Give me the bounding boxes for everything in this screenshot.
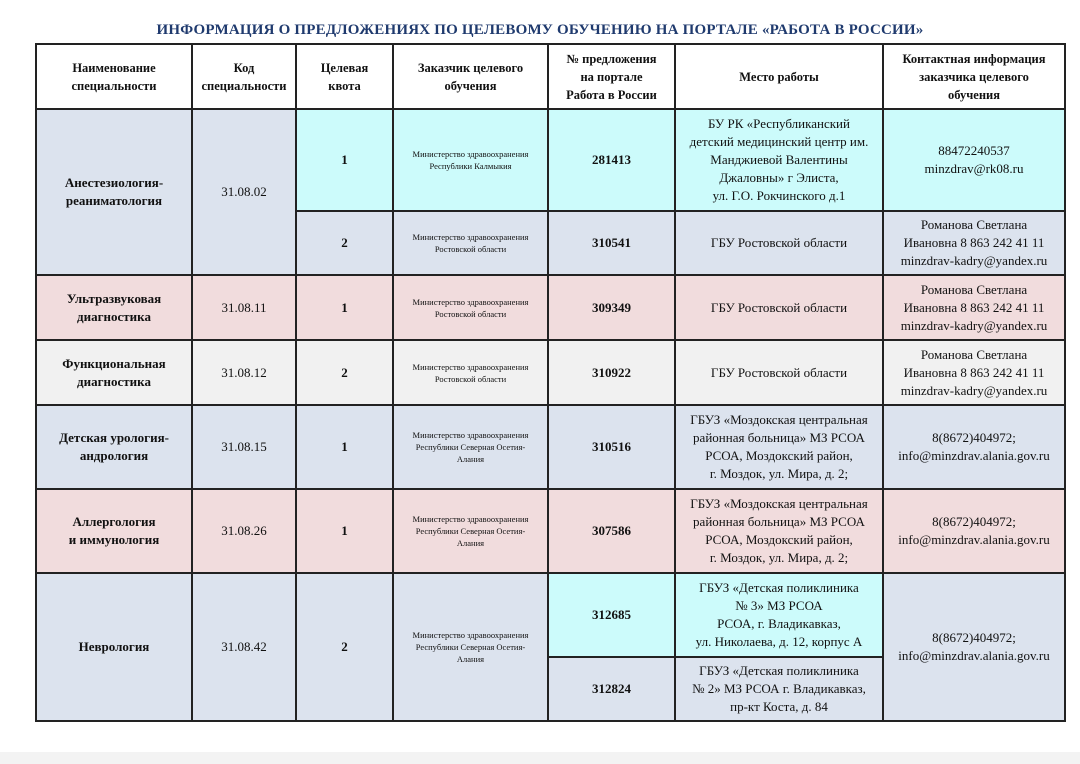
cell-quota: 2 [296,573,393,721]
cell-code: 31.08.12 [192,340,296,405]
cell-workplace: ГБУЗ «Моздокская центральная районная больница» МЗ РСОА РСОА, Моздокский район, г. Моздок, ул. Мира, д. 2; [675,489,883,573]
cell-offer: 310541 [548,211,675,275]
cell-specialty: Функциональная диагностика [36,340,192,405]
cell-offer: 307586 [548,489,675,573]
cell-workplace: ГБУЗ «Детская поликлиника № 2» МЗ РСОА г. Владикавказ, пр-кт Коста, д. 84 [675,657,883,721]
cell-workplace: ГБУ Ростовской области [675,340,883,405]
cell-offer: 310516 [548,405,675,489]
cell-specialty: Ультразвуковая диагностика [36,275,192,340]
cell-customer: Министерство здравоохранения Республики Северная Осетия- Алания [393,489,548,573]
table-row [36,340,1065,405]
cell-contact: Романова Светлана Ивановна 8 863 242 41 11 minzdrav-kadry@yandex.ru [883,275,1065,340]
cell-customer: Министерство здравоохранения Ростовской области [393,211,548,275]
cell-quota: 1 [296,109,393,211]
cell-offer: 312824 [548,657,675,721]
table-row [36,109,1065,211]
cell-quota: 1 [296,489,393,573]
cell-quota: 1 [296,275,393,340]
cell-specialty: Детская урология- андрология [36,405,192,489]
cell-workplace: ГБУЗ «Детская поликлиника № 3» МЗ РСОА РСОА, г. Владикавказ, ул. Николаева, д. 12, корпус А [675,573,883,657]
cell-offer: 281413 [548,109,675,211]
cell-specialty: Аллергология и иммунология [36,489,192,573]
cell-quota: 2 [296,340,393,405]
cell-customer: Министерство здравоохранения Республики Северная Осетия- Алания [393,573,548,721]
cell-contact: Романова Светлана Ивановна 8 863 242 41 11 minzdrav-kadry@yandex.ru [883,211,1065,275]
cell-code: 31.08.11 [192,275,296,340]
cell-code: 31.08.42 [192,573,296,721]
table-row [36,573,1065,657]
header-customer: Заказчик целевого обучения [393,44,548,109]
cell-contact: 8(8672)404972; info@minzdrav.alania.gov.ru [883,405,1065,489]
cell-code: 31.08.15 [192,405,296,489]
table-row [36,405,1065,489]
cell-workplace: БУ РК «Республиканский детский медицинский центр им. Манджиевой Валентины Джаловны» г Элиста, ул. Г.О. Рокчинского д.1 [675,109,883,211]
cell-specialty: Анестезиология- реаниматология [36,109,192,275]
cell-quota: 2 [296,211,393,275]
header-workplace: Место работы [675,44,883,109]
cell-contact: 8(8672)404972; info@minzdrav.alania.gov.ru [883,573,1065,721]
cell-contact: Романова Светлана Ивановна 8 863 242 41 11 minzdrav-kadry@yandex.ru [883,340,1065,405]
header-quota: Целевая квота [296,44,393,109]
header-offer: № предложения на портале Работа в России [548,44,675,109]
cell-quota: 1 [296,405,393,489]
header-code: Код специальности [192,44,296,109]
cell-workplace: ГБУ Ростовской области [675,275,883,340]
header-specialty: Наименование специальности [36,44,192,109]
cell-offer: 312685 [548,573,675,657]
cell-workplace: ГБУ Ростовской области [675,211,883,275]
cell-code: 31.08.26 [192,489,296,573]
cell-contact: 8(8672)404972; info@minzdrav.alania.gov.ru [883,489,1065,573]
cell-customer: Министерство здравоохранения Ростовской области [393,275,548,340]
page-bottom-strip [0,752,1080,764]
cell-customer: Министерство здравоохранения Ростовской области [393,340,548,405]
cell-contact: 88472240537 minzdrav@rk08.ru [883,109,1065,211]
cell-customer: Министерство здравоохранения Республики Северная Осетия- Алания [393,405,548,489]
header-row [36,44,1065,109]
page-title: ИНФОРМАЦИЯ О ПРЕДЛОЖЕНИЯХ ПО ЦЕЛЕВОМУ ОБУЧЕНИЮ НА ПОРТАЛЕ «РАБОТА В РОССИИ» [156,22,924,38]
header-contact: Контактная информация заказчика целевого обучения [883,44,1065,109]
cell-workplace: ГБУЗ «Моздокская центральная районная больница» МЗ РСОА РСОА, Моздокский район, г. Моздок, ул. Мира, д. 2; [675,405,883,489]
cell-offer: 310922 [548,340,675,405]
cell-offer: 309349 [548,275,675,340]
cell-specialty: Неврология [36,573,192,721]
table-row [36,275,1065,340]
cell-code: 31.08.02 [192,109,296,275]
cell-customer: Министерство здравоохранения Республики Калмыкия [393,109,548,211]
table-row [36,489,1065,573]
target-training-table [35,43,1066,722]
